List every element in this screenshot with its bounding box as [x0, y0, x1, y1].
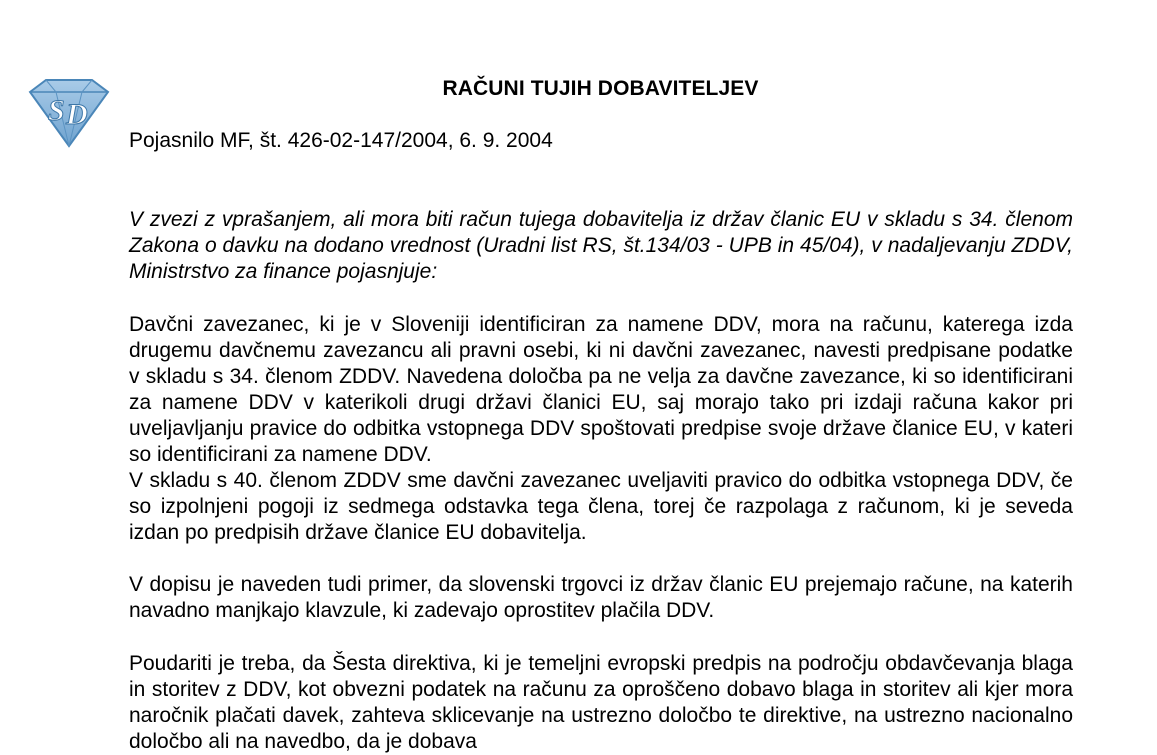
directive-paragraph: Poudariti je treba, da Šesta direktiva, ki je temeljni evropski predpis na področju obdavčevanja blaga in storitev z DDV, kot obvezni podatek na računu za oproščeno dobavo blaga in storitev ali kjer mora naročnik plačati davek, zahteva sklicevanje na ustrezno določbo te direktive, na ustrezno nacionalno določbo ali na navedbo, da je dobava — [129, 652, 1073, 753]
document-title: RAČUNI TUJIH DOBAVITELJEV — [442, 77, 759, 100]
svg-text:S: S — [48, 94, 65, 127]
intro-paragraph: V zvezi z vprašanjem, ali mora biti račun tujega dobavitelja iz držav članic EU v skladu s 34. členom Zakona o davku na dodano vrednost (Uradni list RS, št.134/03 - UPB in 45/04), v nadaljevanju ZDDV, Ministrstvo za finance pojasnjuje: — [129, 208, 1073, 283]
example-paragraph: V dopisu je naveden tudi primer, da slovenski trgovci iz držav članic EU prejemajo račune, na katerih navadno manjkajo klavzule, ki zadevajo oprostitev plačila DDV. — [129, 573, 1073, 622]
main-paragraph-part-1: Davčni zavezanec, ki je v Sloveniji identificiran za namene DDV, mora na računu, katerega izda drugemu davčnemu zavezancu ali pravni osebi, ki ni davčni zavezanec, navesti predpisane podatke v skladu s 34. členom ZDDV. Navedena določba pa ne velja za davčne zavezance, ki so identificirani za namene DDV v katerikoli drugi državi članici EU, saj morajo tako pri izdaji računa kakor pri uveljavljanju pravice do odbitka vstopnega DDV spoštovati predpise svoje države članice EU, v kateri so identificirani za namene DDV. — [129, 313, 1073, 466]
main-paragraph — [129, 312, 1073, 546]
svg-text:D: D — [66, 98, 88, 131]
document-reference: Pojasnilo MF, št. 426-02-147/2004, 6. 9. 2004 — [129, 129, 553, 152]
main-paragraph-part-2: V skladu s 40. členom ZDDV sme davčni zavezanec uveljaviti pravico do odbitka vstopnega DDV, če so izpolnjeni pogoji iz sedmega odstavka tega člena, torej če razpolaga z računom, ki je seveda izdan po predpisih države članice EU dobavitelja. — [129, 469, 1073, 544]
